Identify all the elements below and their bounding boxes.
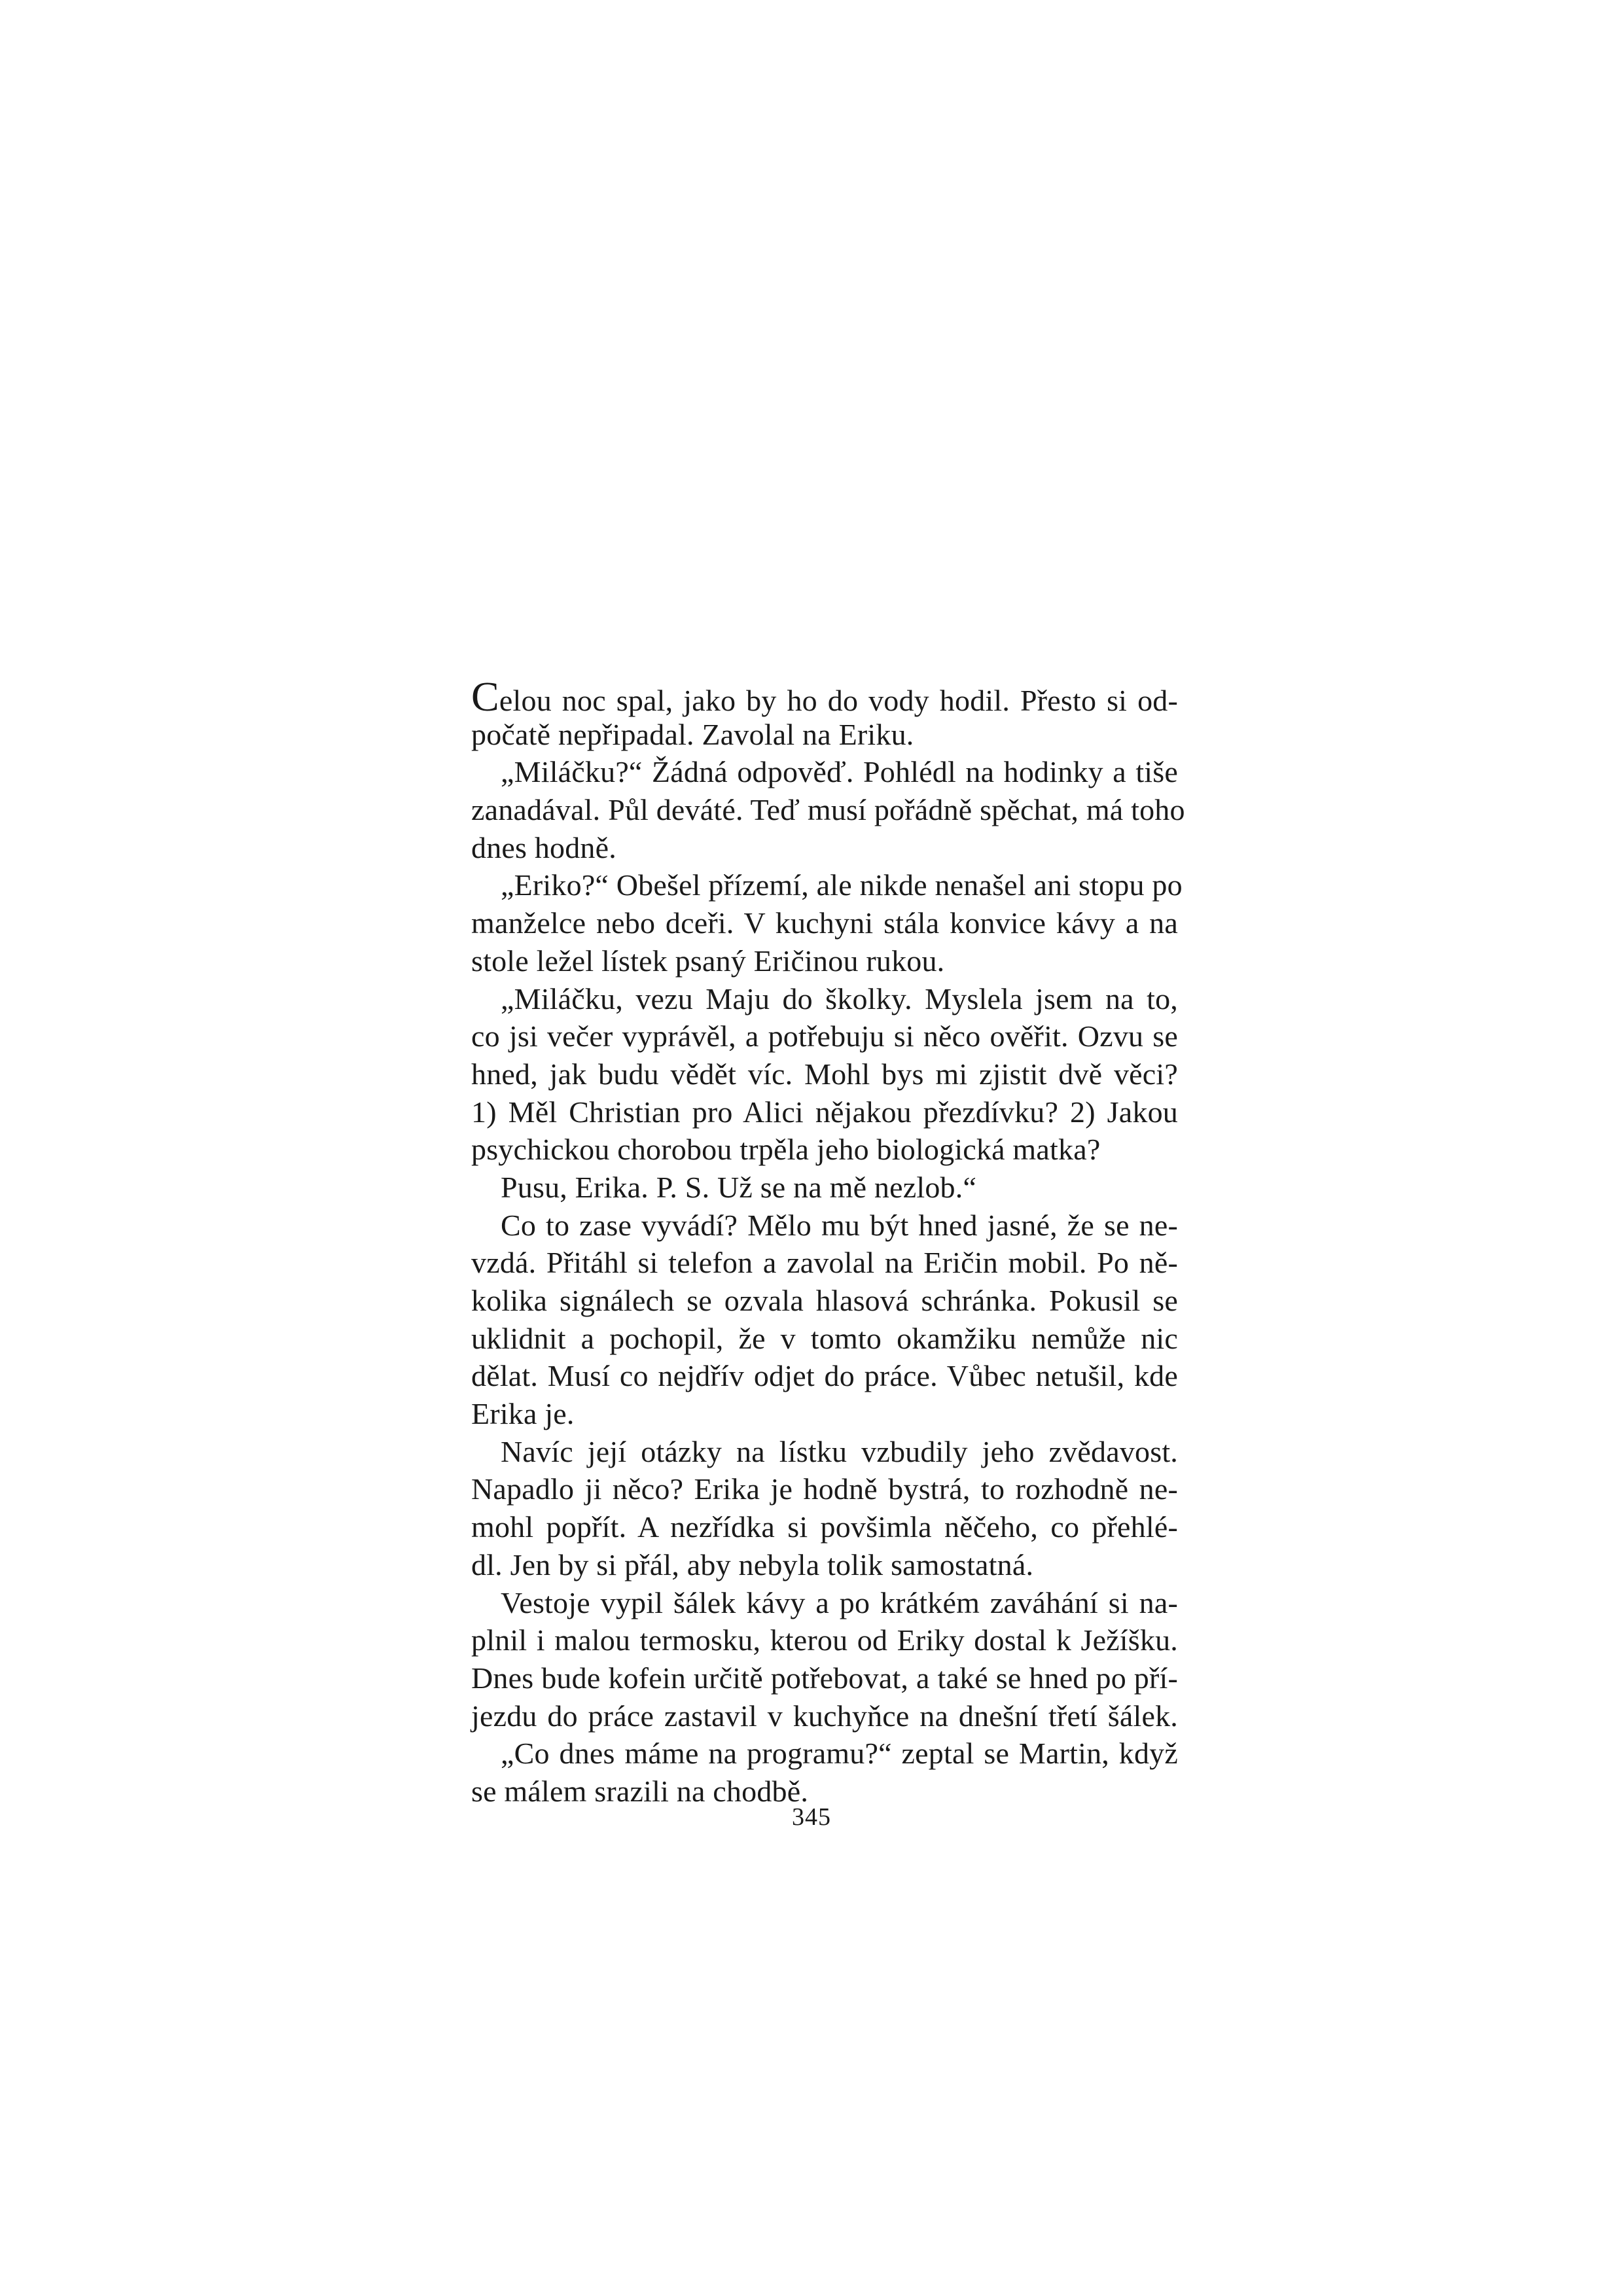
drop-cap: C	[471, 673, 499, 720]
line-text: Co to zase vyvádí? Mělo mu být hned jasné, že se ne-	[501, 1208, 1178, 1242]
line-text: počatě nepřipadal. Zavolal na Eriku.	[471, 717, 914, 751]
line-text: manželce nebo dceři. V kuchyni stála konvice kávy a na	[471, 906, 1178, 940]
line-text: se málem srazili na chodbě.	[471, 1774, 809, 1808]
text-line	[471, 1584, 1178, 1622]
text-line	[471, 1093, 1178, 1131]
body-text	[471, 673, 1185, 1810]
line-text: dnes hodně.	[471, 830, 616, 864]
text-line	[471, 1131, 1178, 1169]
text-line	[471, 1433, 1178, 1471]
text-line	[471, 980, 1178, 1018]
line-text: co jsi večer vyprávěl, a potřebuju si něco ověřit. Ozvu se	[471, 1019, 1178, 1053]
text-line	[471, 1470, 1178, 1508]
text-line	[471, 1697, 1178, 1735]
text-line	[471, 1357, 1178, 1395]
line-text: Erika je.	[471, 1397, 575, 1431]
line-text: Vestoje vypil šálek kávy a po krátkém zaváhání si na-	[501, 1585, 1178, 1619]
line-text: Dnes bude kofein určitě potřebovat, a také se hned po pří-	[471, 1661, 1178, 1695]
line-text: „Miláčku, vezu Maju do školky. Myslela jsem na to,	[501, 981, 1178, 1016]
line-text: dl. Jen by si přál, aby nebyla tolik samostatná.	[471, 1547, 1034, 1581]
text-line	[471, 829, 1178, 867]
text-line	[471, 716, 1178, 754]
text-line	[471, 1320, 1178, 1358]
text-line	[471, 1659, 1178, 1697]
line-text: dělat. Musí co nejdřív odjet do práce. Vůbec netušil, kde	[471, 1359, 1178, 1393]
line-text: Napadlo ji něco? Erika je hodně bystrá, to rozhodně ne-	[471, 1472, 1178, 1506]
line-text: kolika signálech se ozvala hlasová schránka. Pokusil se	[471, 1284, 1178, 1317]
line-text: psychickou chorobou trpěla jeho biologická matka?	[471, 1133, 1101, 1167]
text-line	[471, 1017, 1178, 1055]
text-line	[471, 904, 1178, 942]
text-line	[471, 1621, 1178, 1659]
line-text: 1) Měl Christian pro Alici nějakou přezdívku? 2) Jakou	[471, 1095, 1178, 1129]
page-number: 345	[792, 1803, 831, 1831]
text-line	[471, 1282, 1178, 1320]
text-line	[471, 1395, 1178, 1433]
text-line	[471, 1207, 1178, 1245]
line-text: stole ležel lístek psaný Eričinou rukou.	[471, 944, 945, 978]
text-line	[471, 1169, 1178, 1207]
line-text: plnil i malou termosku, kterou od Eriky dostal k Ježíšku.	[471, 1623, 1178, 1657]
line-text: hned, jak budu vědět víc. Mohl bys mi zjistit dvě věci?	[471, 1057, 1178, 1091]
line-text: Pusu, Erika. P. S. Už se na mě nezlob.“	[501, 1170, 977, 1204]
text-line	[471, 753, 1178, 791]
text-line	[471, 673, 1178, 720]
text-line	[471, 1244, 1178, 1282]
line-text: elou noc spal, jako by ho do vody hodil. Přesto si od-	[499, 684, 1178, 717]
text-line	[471, 791, 1185, 829]
text-line	[471, 1055, 1178, 1093]
line-text: „Co dnes máme na programu?“ zeptal se Martin, když	[501, 1737, 1178, 1771]
line-text: „Eriko?“ Obešel přízemí, ale nikde nenašel ani stopu po	[501, 868, 1183, 902]
line-text: jezdu do práce zastavil v kuchyňce na dnešní třetí šálek.	[471, 1699, 1178, 1733]
line-text: vzdá. Přitáhl si telefon a zavolal na Eričin mobil. Po ně-	[471, 1246, 1178, 1280]
line-text: Navíc její otázky na lístku vzbudily jeho zvědavost.	[501, 1434, 1178, 1468]
line-text: zanadával. Půl deváté. Teď musí pořádně spěchat, má toho	[471, 793, 1185, 827]
text-line	[471, 1508, 1178, 1546]
line-text: uklidnit a pochopil, že v tomto okamžiku nemůže nic	[471, 1321, 1178, 1355]
line-text: „Miláčku?“ Žádná odpověď. Pohlédl na hodinky a tiše	[501, 755, 1178, 789]
text-line	[471, 942, 1178, 980]
text-line	[471, 866, 1183, 904]
line-text: mohl popřít. A nezřídka si povšimla něčeho, co přehlé-	[471, 1510, 1178, 1544]
text-line	[471, 1735, 1178, 1773]
text-line	[471, 1546, 1178, 1584]
